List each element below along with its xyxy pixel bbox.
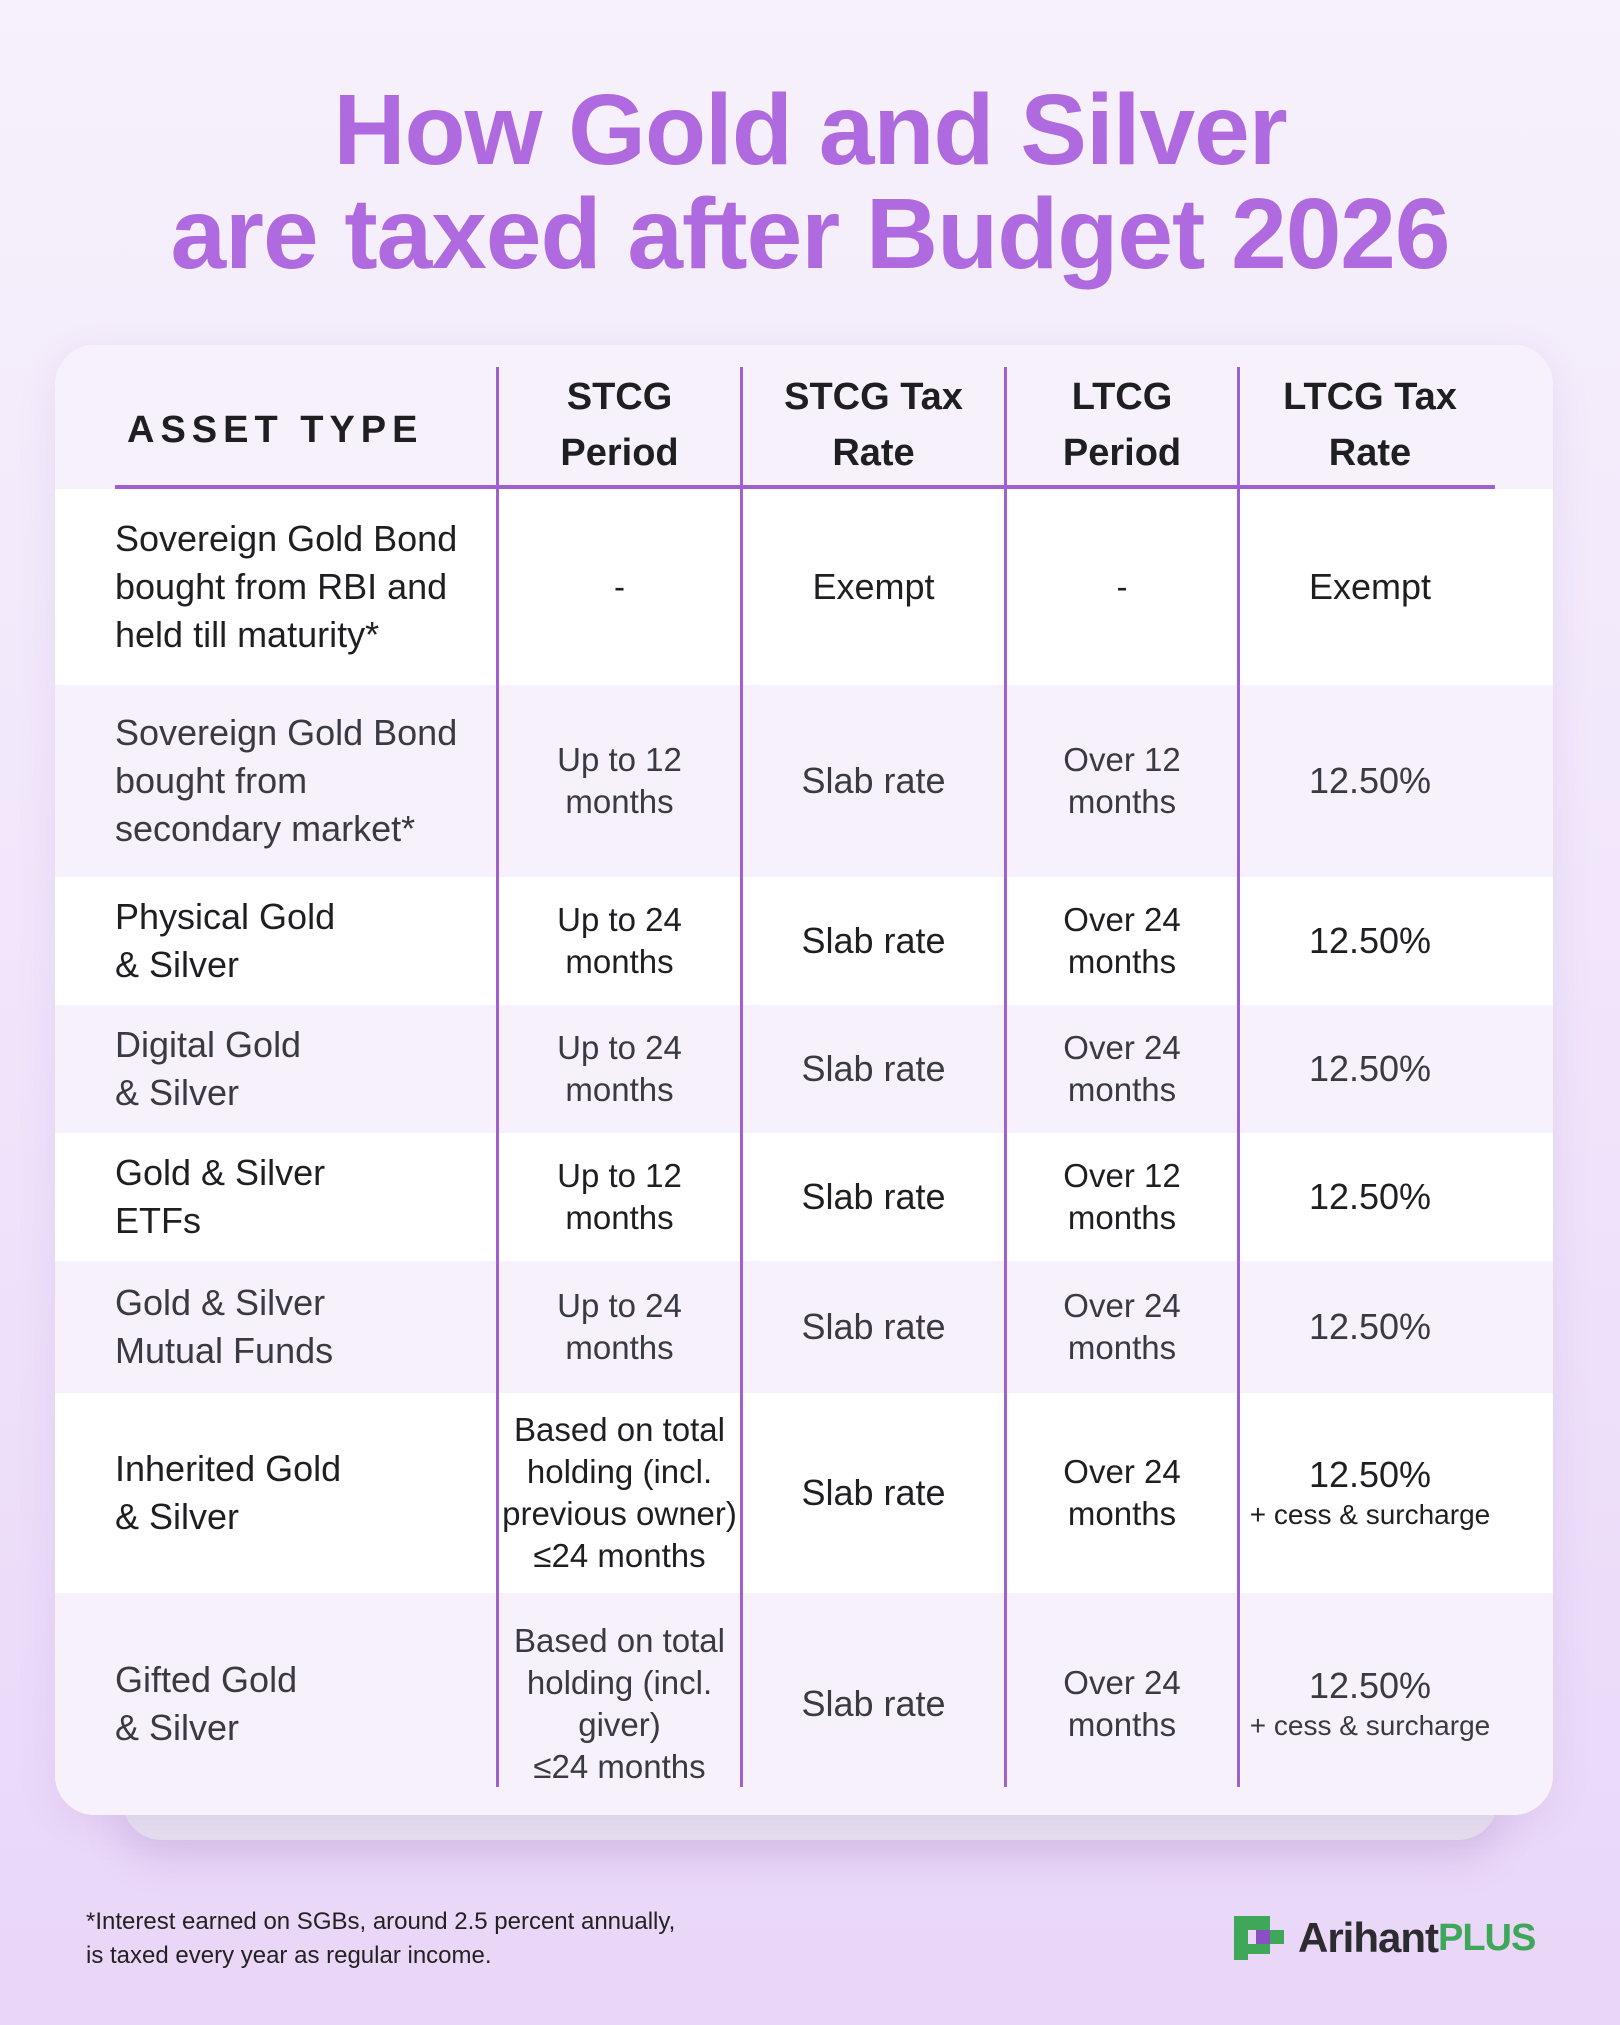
- stcg-period-value: Based on total holding (incl. previous owner) ≤24 months: [502, 1411, 737, 1574]
- ltcg-rate-value: 12.50%: [1308, 1048, 1432, 1089]
- ltcg-period-value: Over 12 months: [1063, 741, 1181, 820]
- stcg-period-value: Up to 24 months: [557, 1029, 682, 1108]
- arihant-logo-icon: [1230, 1910, 1288, 1966]
- ltcg-period-value: -: [1116, 568, 1128, 605]
- footnote: *Interest earned on SGBs, around 2.5 percent annually, is taxed every year as regular income.: [86, 1908, 676, 1969]
- stcg-rate-value: Slab rate: [801, 1472, 946, 1513]
- title-line-2: are taxed after Budget 2026: [170, 178, 1450, 290]
- header-stcg-tax-rate: STCG Tax Rate: [784, 376, 963, 474]
- stcg-rate-value: Slab rate: [801, 1176, 946, 1217]
- asset-name: Gold & Silver ETFs: [115, 1152, 326, 1241]
- ltcg-rate-note: + cess & surcharge: [1249, 1499, 1491, 1530]
- header-asset-type: ASSET TYPE: [127, 408, 424, 451]
- asset-name: Physical Gold & Silver: [115, 896, 336, 985]
- asset-name: Gold & Silver Mutual Funds: [115, 1282, 334, 1371]
- stcg-period-value: Up to 24 months: [557, 1287, 682, 1366]
- ltcg-rate-value: Exempt: [1308, 566, 1432, 607]
- ltcg-rate-value: 12.50%: [1308, 1176, 1432, 1217]
- brand-name: Arihant: [1298, 1914, 1438, 1961]
- ltcg-rate-value: 12.50%: [1308, 760, 1432, 801]
- asset-name: Gifted Gold & Silver: [115, 1659, 298, 1748]
- asset-name: Sovereign Gold Bond bought from secondary market*: [115, 712, 458, 849]
- stcg-period-value: Up to 12 months: [557, 741, 682, 820]
- stcg-rate-value: Slab rate: [801, 760, 946, 801]
- ltcg-rate-note: + cess & surcharge: [1249, 1710, 1491, 1741]
- tax-table: [55, 345, 1553, 1815]
- stcg-period-value: Based on total holding (incl. giver) ≤24 months: [514, 1622, 725, 1785]
- asset-name: Inherited Gold & Silver: [115, 1448, 342, 1537]
- stcg-rate-value: Exempt: [812, 566, 935, 607]
- header-stcg-period: STCG Period: [560, 376, 679, 474]
- ltcg-period-value: Over 12 months: [1063, 1157, 1181, 1236]
- ltcg-period-value: Over 24 months: [1063, 1029, 1181, 1108]
- stcg-period-value: Up to 24 months: [557, 901, 682, 980]
- ltcg-rate-value: 12.50% + cess & surcharge: [1240, 1393, 1500, 1593]
- stcg-rate-value: Slab rate: [801, 1048, 946, 1089]
- title-line-1: How Gold and Silver: [333, 74, 1287, 186]
- page-title: [0, 74, 1620, 290]
- stcg-rate-value: Slab rate: [801, 1306, 946, 1347]
- ltcg-rate-value: 12.50%: [1308, 1306, 1432, 1347]
- ltcg-period-value: Over 24 months: [1063, 1287, 1181, 1366]
- stcg-period-value: Up to 12 months: [557, 1157, 682, 1236]
- ltcg-rate-value: 12.50%: [1308, 920, 1432, 961]
- header-ltcg-period: LTCG Period: [1062, 376, 1182, 474]
- asset-name: Sovereign Gold Bond bought from RBI and held till maturity*: [115, 518, 458, 655]
- ltcg-period-value: Over 24 months: [1063, 1453, 1181, 1532]
- brand-suffix: PLUS: [1438, 1916, 1536, 1959]
- header-ltcg-tax-rate: LTCG Tax Rate: [1283, 376, 1457, 474]
- stcg-rate-value: Slab rate: [801, 1683, 946, 1724]
- stcg-period-value: -: [614, 568, 625, 605]
- ltcg-period-value: Over 24 months: [1063, 1664, 1181, 1743]
- ltcg-period-value: Over 24 months: [1063, 901, 1181, 980]
- stcg-rate-value: Slab rate: [801, 920, 946, 961]
- ltcg-rate-value: 12.50% + cess & surcharge: [1240, 1593, 1500, 1815]
- brand-logo: [1230, 1908, 1560, 1968]
- asset-name: Digital Gold & Silver: [115, 1024, 302, 1113]
